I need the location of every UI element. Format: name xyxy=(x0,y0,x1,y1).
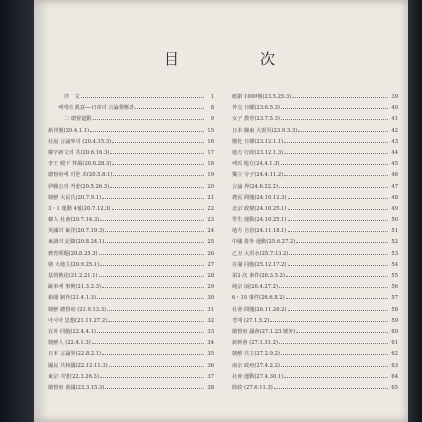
background-edge xyxy=(408,0,422,422)
contents-entry xyxy=(232,137,398,148)
contents-entry xyxy=(48,383,214,394)
entry-title: 朝 大地主(20.9.25.1) xyxy=(48,261,100,268)
entry-title: 國民 共和國(22.12.11.3) xyxy=(48,362,108,369)
dot-leader xyxy=(286,272,388,277)
entry-title: 財政 (27.6.11.3) xyxy=(232,384,273,391)
contents-entry xyxy=(232,327,398,338)
heading-char-left: 目 xyxy=(164,50,180,68)
entry-page-number: 8 xyxy=(210,105,214,112)
entry-page-number: 59 xyxy=(391,317,398,324)
dot-leader xyxy=(281,115,388,120)
dot-leader xyxy=(112,205,204,210)
entry-title: 地方 行政(23.12.1.3) xyxy=(232,149,284,156)
contents-entry xyxy=(232,316,398,327)
entry-title: 朝鮮人 (22.4.1.3) xyxy=(48,340,91,347)
entry-page-number: 45 xyxy=(391,161,398,168)
contents-entry xyxy=(48,349,214,360)
entry-page-number: 51 xyxy=(391,228,398,235)
entry-title: 社會 運動(27.4.30.1) xyxy=(232,373,284,380)
entry-page-number: 57 xyxy=(391,295,398,302)
entry-title: 第2 次 事件(26.3.5.2) xyxy=(232,273,285,279)
contents-entry xyxy=(48,170,214,181)
contents-entry xyxy=(48,237,214,248)
entry-page-number: 40 xyxy=(391,105,398,112)
entry-page-number: 16 xyxy=(207,138,214,145)
entry-page-number: 56 xyxy=(391,284,398,291)
entry-title: 基督敎徒(21.2.21.1) xyxy=(48,273,98,279)
contents-entry xyxy=(232,260,398,271)
dot-leader xyxy=(100,261,204,266)
entry-page-number: 27 xyxy=(207,261,214,268)
dot-leader xyxy=(288,227,389,232)
entry-page-number: 64 xyxy=(391,373,398,380)
dot-leader xyxy=(100,216,204,221)
entry-title: 日本 關東 大震災(23.9.3.3) xyxy=(232,127,298,134)
entry-page-number: 38 xyxy=(207,384,214,391)
dot-leader xyxy=(288,205,389,210)
dot-leader xyxy=(97,328,204,333)
contents-entry xyxy=(48,215,214,226)
entry-page-number: 46 xyxy=(391,172,398,179)
contents-entry xyxy=(48,193,214,204)
dot-leader xyxy=(102,283,204,288)
entry-title: 變化 日韓(23.12.1.1) xyxy=(232,138,284,145)
contents-entry xyxy=(232,249,398,260)
entry-title: 해제의 眞意──日帝의 言論彈壓과 xyxy=(58,105,135,112)
entry-page-number: 28 xyxy=(207,273,214,279)
dot-leader xyxy=(298,127,388,132)
entry-page-number: 1 xyxy=(210,94,214,100)
contents-entry xyxy=(232,92,398,103)
entry-page-number: 18 xyxy=(207,161,214,168)
contents-entry xyxy=(232,338,398,349)
entry-page-number: 53 xyxy=(391,250,398,257)
dot-leader xyxy=(288,306,389,311)
dot-leader xyxy=(292,93,388,98)
entry-page-number: 37 xyxy=(207,373,214,380)
entry-title: 二 總督道動 xyxy=(64,116,92,123)
contents-entry xyxy=(232,271,398,282)
dot-leader xyxy=(281,160,388,165)
entry-title: 日本 言論界(22.8.2.1) xyxy=(48,351,102,358)
entry-page-number: 63 xyxy=(391,362,398,369)
dot-leader xyxy=(108,317,204,322)
entry-page-number: 9 xyxy=(210,116,214,123)
contents-entry xyxy=(232,159,398,170)
entry-title: 總督府 議會(27.1.23.號外) xyxy=(232,328,296,335)
dot-leader xyxy=(289,250,388,255)
entry-title: 女子 教育(23.7.5.3) xyxy=(232,116,280,123)
entry-page-number: 33 xyxy=(207,328,214,335)
entry-title: 南京 政府(27.4.2.2) xyxy=(232,362,280,369)
entry-title: 社會 問題(26.11.26.2) xyxy=(232,306,287,313)
contents-entry xyxy=(232,372,398,383)
entry-page-number: 55 xyxy=(391,273,398,279)
dot-leader xyxy=(274,384,388,389)
entry-title: 新聞 制作(21.4.1.3) xyxy=(48,295,96,302)
entry-title: 總督府에 의한 조(20.5.8.1) xyxy=(48,172,113,179)
entry-page-number: 49 xyxy=(391,205,398,212)
dot-leader xyxy=(109,362,204,367)
entry-title: 獨立 分子(24.4.11.2) xyxy=(232,172,284,179)
entry-page-number: 42 xyxy=(391,127,398,134)
entry-page-number: 39 xyxy=(391,94,398,100)
contents-entry xyxy=(48,305,214,316)
entry-title: 敎育問題(20.8.25.3) xyxy=(48,250,98,257)
dot-leader xyxy=(296,238,388,243)
contents-entry xyxy=(232,237,398,248)
entry-title: 地方 自治(24.11.18.1) xyxy=(232,228,287,235)
dot-leader xyxy=(105,238,204,243)
dot-leader xyxy=(97,294,204,299)
contents-entry xyxy=(48,103,214,114)
entry-title: 東讀의 記錄(20.8.24.1) xyxy=(48,239,105,246)
contents-entry xyxy=(48,293,214,304)
entry-title: 朝鮮 總督府 (21.9.13.3) xyxy=(48,306,107,313)
entry-page-number: 24 xyxy=(207,228,214,235)
entry-page-number: 50 xyxy=(391,217,398,224)
entry-title: 韓字新文의 共(20.6.16.3) xyxy=(48,149,110,156)
contents-entry xyxy=(48,226,214,237)
entry-title: 社說 言論界의 (20.4.15.3) xyxy=(48,138,112,145)
entry-title: 紙齡 1000號(23.5.25.3) xyxy=(232,94,292,100)
entry-page-number: 32 xyxy=(207,317,214,324)
dot-leader xyxy=(99,250,204,255)
dot-leader xyxy=(288,194,389,199)
dot-leader xyxy=(99,272,204,277)
contents-column-right xyxy=(232,92,398,394)
dot-leader xyxy=(281,362,388,367)
entry-page-number: 36 xyxy=(207,362,214,369)
entry-title: 純宗 崩(26.4.27.2) xyxy=(232,284,279,291)
entry-title: 學生 運動(24.10.25.1) xyxy=(232,217,287,224)
dot-leader xyxy=(296,328,388,333)
dot-leader xyxy=(284,138,388,143)
entry-title: 伊藤公의 저술(20.5.26.3) xyxy=(48,183,110,190)
entry-page-number: 52 xyxy=(391,239,398,246)
dot-leader xyxy=(284,373,388,378)
dot-leader xyxy=(110,183,204,188)
contents-entry xyxy=(232,193,398,204)
dot-leader xyxy=(135,104,204,109)
entry-title: 6・10 事件(26.6.8.2) xyxy=(232,295,285,302)
contents-entry xyxy=(232,204,398,215)
contents-entry xyxy=(232,182,398,193)
contents-entry xyxy=(48,282,214,293)
contents-entry xyxy=(48,271,214,282)
entry-title: 總督府 會議(23.3.15.3) xyxy=(48,384,105,391)
dot-leader xyxy=(281,104,388,109)
entry-title: 言論 界(24.6.22.2) xyxy=(232,183,279,190)
dot-leader xyxy=(107,306,204,311)
entry-page-number: 29 xyxy=(207,284,214,291)
contents-entry xyxy=(232,282,398,293)
dot-leader xyxy=(92,339,204,344)
contents-entry xyxy=(232,305,398,316)
entry-page-number: 23 xyxy=(207,217,214,224)
dot-leader xyxy=(105,227,204,232)
entry-title: 韓人 社會(20.7.14.3) xyxy=(48,217,100,224)
entry-page-number: 48 xyxy=(391,194,398,201)
contents-entry xyxy=(48,204,214,215)
dot-leader xyxy=(100,373,204,378)
entry-page-number: 30 xyxy=(207,295,214,302)
table-of-contents-heading xyxy=(34,48,410,70)
contents-entry xyxy=(48,338,214,349)
entry-page-number: 34 xyxy=(207,340,214,347)
contents-entry xyxy=(232,226,398,237)
contents-entry xyxy=(232,361,398,372)
dot-leader xyxy=(112,138,204,143)
contents-entry xyxy=(232,383,398,394)
dot-leader xyxy=(288,261,389,266)
entry-page-number: 54 xyxy=(391,261,398,268)
dot-leader xyxy=(112,160,204,165)
contents-entry xyxy=(232,293,398,304)
binding-shadow xyxy=(0,0,34,422)
contents-entry xyxy=(48,126,214,137)
contents-entry xyxy=(48,260,214,271)
entry-title: 아시아 思想(21.11.27.2) xyxy=(48,317,108,324)
contents-entry xyxy=(48,316,214,327)
contents-entry xyxy=(48,114,214,125)
entry-page-number: 43 xyxy=(391,138,398,145)
entry-page-number: 65 xyxy=(391,384,398,391)
entry-page-number: 60 xyxy=(391,328,398,335)
contents-entry xyxy=(48,249,214,260)
entry-page-number: 35 xyxy=(207,351,214,358)
dot-leader xyxy=(286,294,388,299)
heading-char-right: 次 xyxy=(260,50,276,68)
dot-leader xyxy=(102,350,204,355)
book-page xyxy=(34,0,410,422)
dot-leader xyxy=(102,194,204,199)
entry-page-number: 17 xyxy=(207,149,214,156)
entry-page-number: 20 xyxy=(207,183,214,190)
entry-title: 乙丑 大洪水(25.7.13.2) xyxy=(232,250,289,257)
contents-columns xyxy=(48,92,400,402)
entry-title: 東京 지방(22.3.26.3) xyxy=(48,373,99,380)
contents-entry xyxy=(232,170,398,181)
entry-title: 北京 政變(24.10.25.1) xyxy=(232,205,287,212)
entry-title: 新幹會 (27.1.31.2) xyxy=(232,340,279,347)
entry-page-number: 47 xyxy=(391,183,398,190)
dot-leader xyxy=(284,171,388,176)
entry-title: 農民 問題(24.10.12.3) xyxy=(232,194,287,201)
entry-title: 英國의 東洋(20.7.19.3) xyxy=(48,228,105,235)
entry-page-number: 25 xyxy=(207,239,214,246)
dot-leader xyxy=(270,317,388,322)
contents-entry xyxy=(48,148,214,159)
dot-leader xyxy=(279,283,388,288)
dot-leader xyxy=(105,384,204,389)
contents-entry xyxy=(48,159,214,170)
contents-entry xyxy=(232,215,398,226)
dot-leader xyxy=(81,93,204,98)
dot-leader xyxy=(279,183,388,188)
entry-title: 序 文 xyxy=(64,94,80,100)
entry-title: 在外 同胞(22.4.4.1) xyxy=(48,328,96,335)
dot-leader xyxy=(93,115,204,120)
entry-page-number: 44 xyxy=(391,149,398,156)
entry-page-number: 31 xyxy=(207,306,214,313)
contents-entry xyxy=(48,327,214,338)
contents-entry xyxy=(48,182,214,193)
entry-title: 경제 (27.1.5.2) xyxy=(232,317,270,324)
entry-title: 朝鮮 大民氏(20.7.9.1) xyxy=(48,194,102,201)
dot-leader xyxy=(279,339,388,344)
entry-page-number: 62 xyxy=(391,351,398,358)
entry-title: 3・1 運動 4월(20.7.12.3) xyxy=(48,205,111,212)
dot-leader xyxy=(90,127,204,132)
entry-title: 해외 地方(24.4.1.3) xyxy=(232,161,280,168)
contents-entry xyxy=(232,103,398,114)
entry-title: 中國 排外 運動(25.6.27.2) xyxy=(232,239,296,246)
contents-entry xyxy=(48,372,214,383)
entry-page-number: 26 xyxy=(207,250,214,257)
contents-entry xyxy=(232,114,398,125)
entry-title: 朝鮮 共主(27.2.9.2) xyxy=(232,351,280,358)
contents-entry xyxy=(232,349,398,360)
contents-column-left xyxy=(48,92,214,394)
entry-title: 新刊號(20.4.1.1) xyxy=(48,127,90,134)
dot-leader xyxy=(281,350,388,355)
entry-title: 李王 殿下 拜謁(20.6.28.3) xyxy=(48,161,112,168)
entry-page-number: 15 xyxy=(207,127,214,134)
entry-page-number: 21 xyxy=(207,194,214,201)
entry-page-number: 61 xyxy=(391,340,398,347)
contents-entry xyxy=(48,92,214,103)
entry-title: 歐米에 事實(21.3.2.3) xyxy=(48,284,101,291)
contents-entry xyxy=(48,361,214,372)
dot-leader xyxy=(284,149,388,154)
entry-page-number: 58 xyxy=(391,306,398,313)
contents-entry xyxy=(232,148,398,159)
entry-page-number: 22 xyxy=(207,205,214,212)
dot-leader xyxy=(113,171,204,176)
entry-title: 在滿 同胞(25.12.17.2) xyxy=(232,261,287,268)
dot-leader xyxy=(110,149,204,154)
entry-page-number: 41 xyxy=(391,116,398,123)
contents-entry xyxy=(232,126,398,137)
entry-page-number: 19 xyxy=(207,172,214,179)
dot-leader xyxy=(288,216,389,221)
entry-title: 外交 日曜(23.6.5.3) xyxy=(232,105,280,112)
contents-entry xyxy=(48,137,214,148)
